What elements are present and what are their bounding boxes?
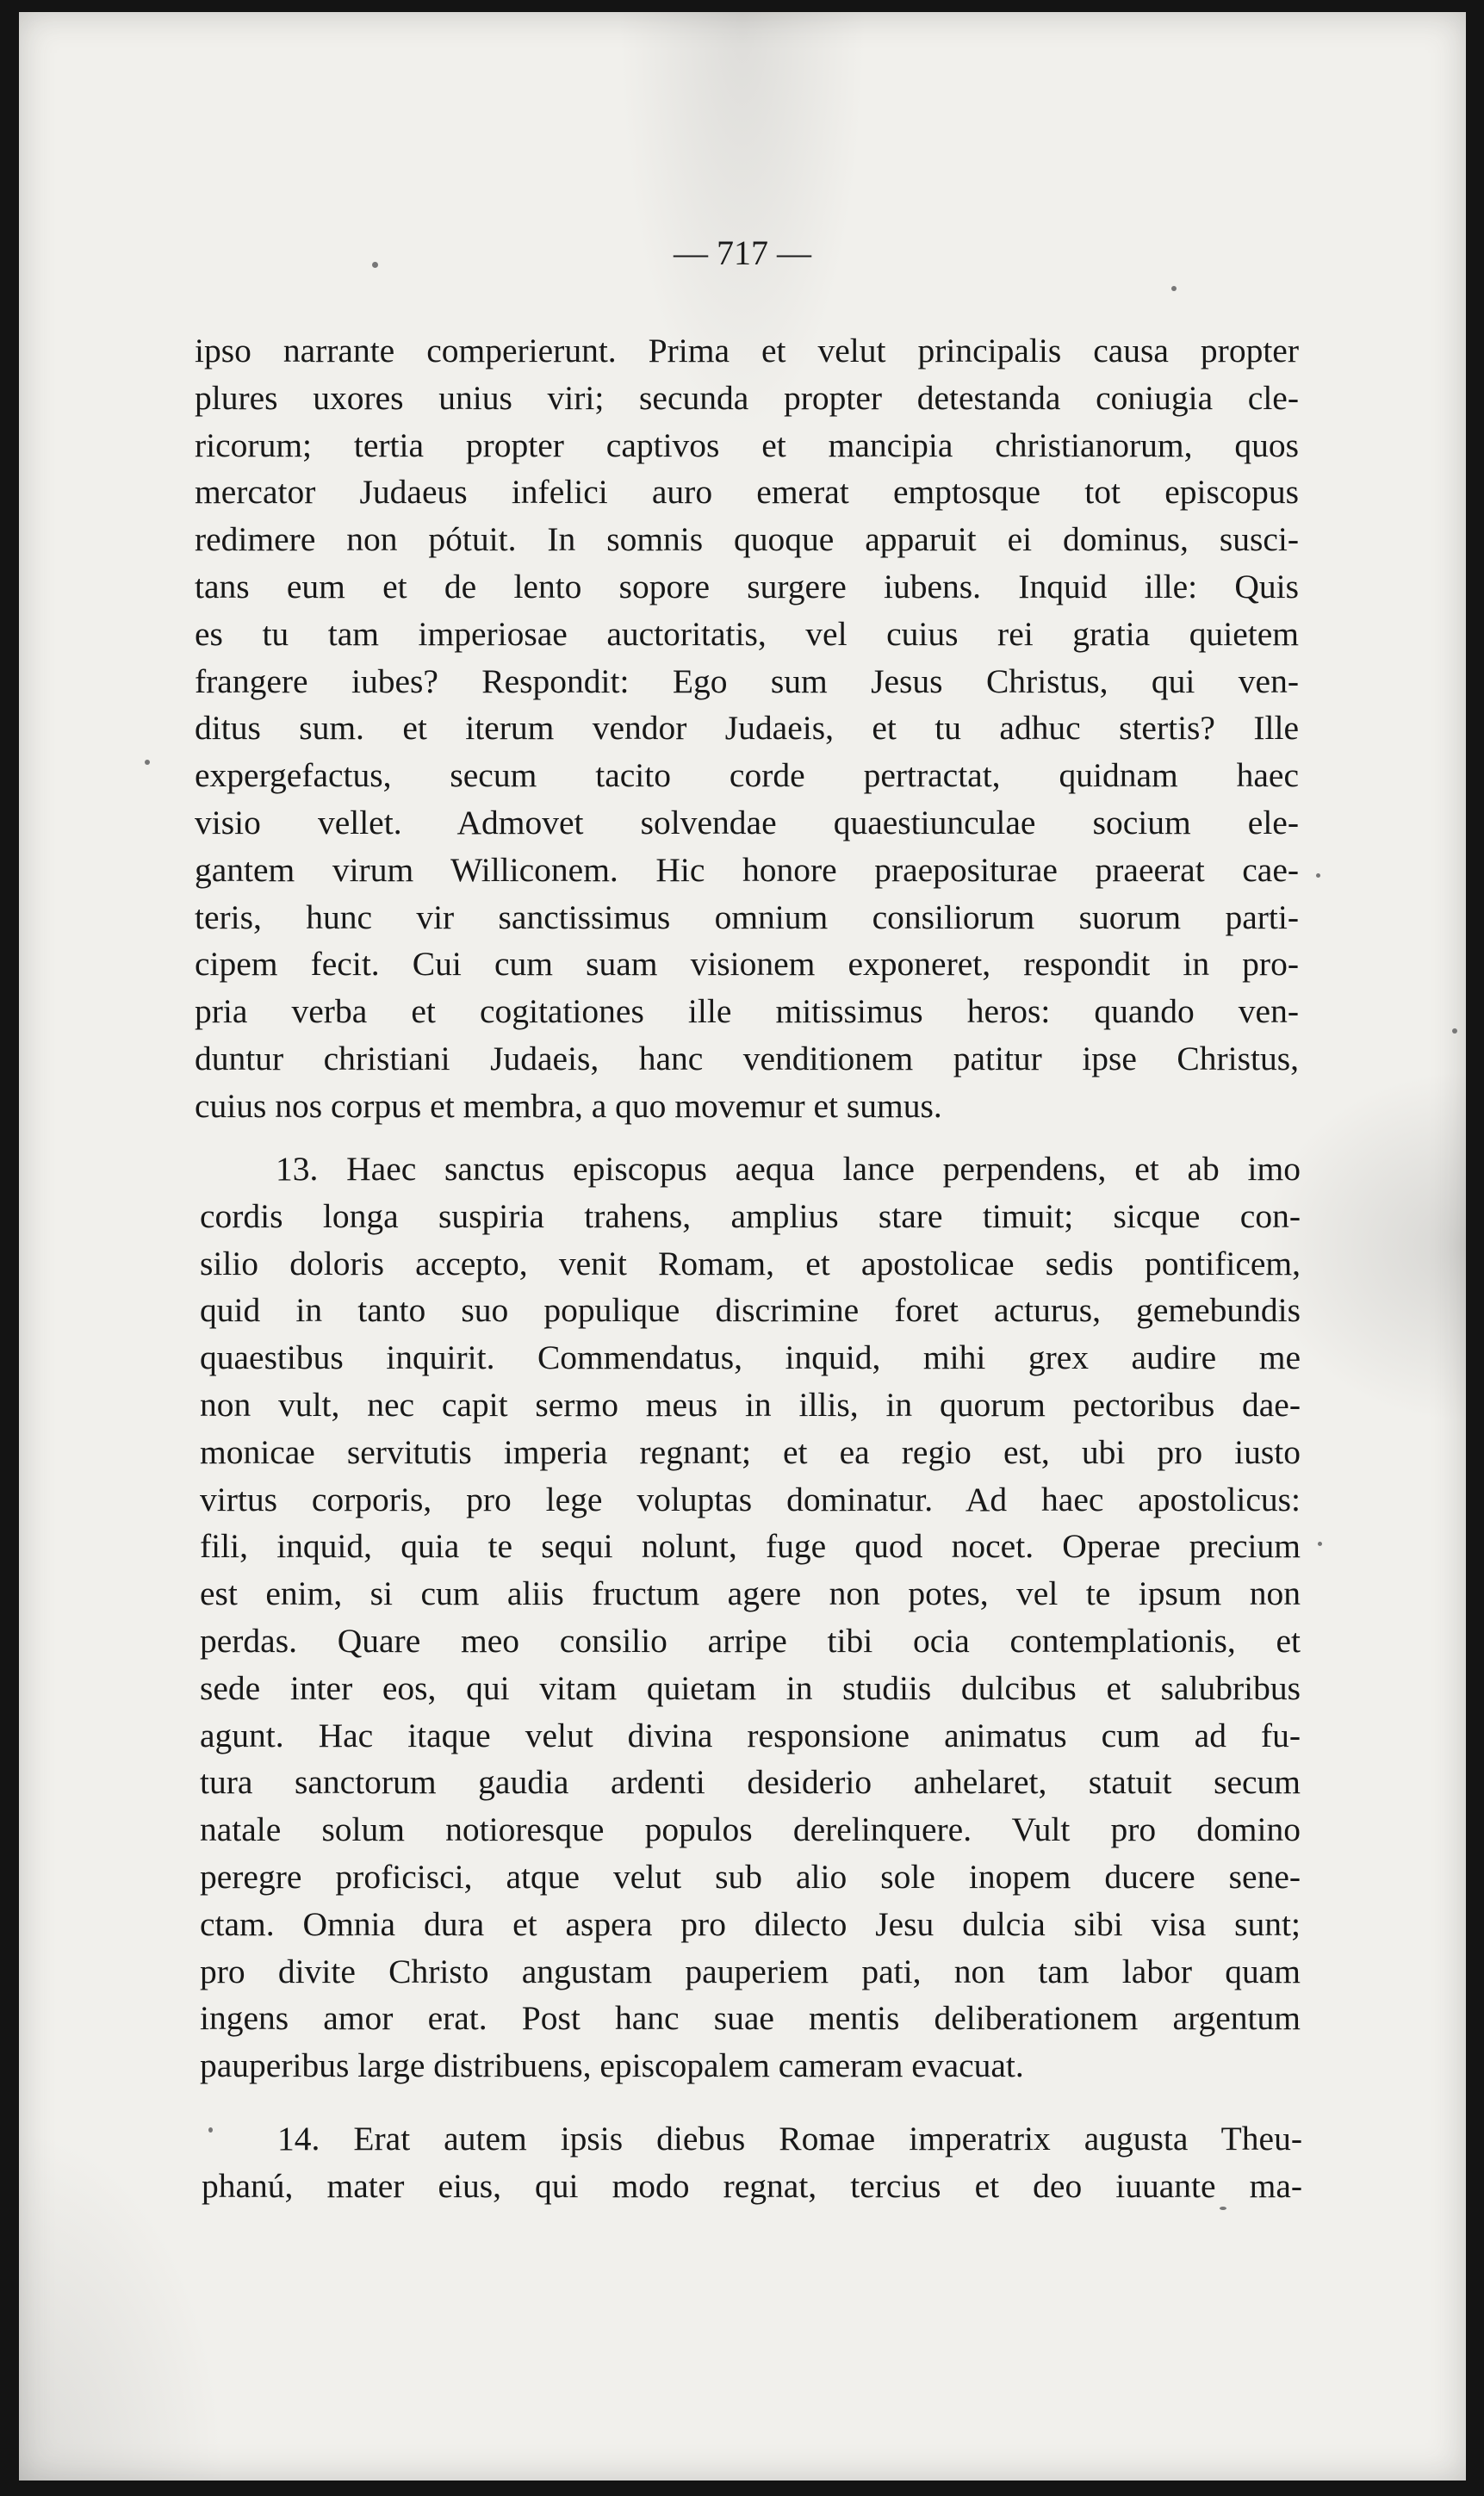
text-line: duntur christiani Judaeis, hanc venditionem patitur ipse Christus,: [195, 1039, 1299, 1077]
text-line: mercator Judaeus infelici auro emerat emptosque tot episcopus: [195, 473, 1299, 512]
text-line: tans eum et de lento sopore surgere iubens. Inquid ille: Quis: [195, 567, 1299, 605]
page-number: — 717 —: [674, 233, 811, 272]
text-line: cuius nos corpus et membra, a quo movemur et sumus.: [195, 1086, 942, 1125]
text-line: plures uxores unius viri; secunda propter detestanda coniugia cle-: [195, 378, 1299, 417]
text-line: ricorum; tertia propter captivos et mancipia christianorum, quos: [195, 425, 1299, 464]
scan-speck: [1452, 1028, 1457, 1034]
text-line: ipso narrante comperierunt. Prima et velut principalis causa propter: [195, 332, 1299, 369]
text-line: cordis longa suspiria trahens, amplius stare timuit; sicque con-: [200, 1196, 1301, 1235]
text-line: fili, inquid, quia te sequi nolunt, fuge quod nocet. Operae precium: [200, 1527, 1301, 1566]
text-line: ctam. Omnia dura et aspera pro dilecto Jesu dulcia sibi visa sunt;: [200, 1904, 1301, 1943]
text-line: 13. Haec sanctus episcopus aequa lance perpendens, et ab imo: [276, 1150, 1301, 1188]
text-line: silio doloris accepto, venit Romam, et apostolicae sedis pontificem,: [200, 1244, 1301, 1282]
text-line: est enim, si cum aliis fructum agere non potes, vel te ipsum non: [200, 1574, 1301, 1613]
text-line: cipem fecit. Cui cum suam visionem exponeret, respondit in pro-: [195, 945, 1299, 984]
text-line: expergefactus, secum tacito corde pertractat, quidnam haec: [195, 756, 1299, 795]
scan-speck: [1171, 286, 1177, 291]
paragraph-14: [202, 2115, 1302, 2210]
scan-speck: [1318, 1542, 1322, 1546]
text-line: tura sanctorum gaudia ardenti desiderio anhelaret, statuit secum: [200, 1763, 1301, 1802]
scan-speck: [1316, 873, 1320, 878]
paragraph-intro: [195, 327, 1299, 1130]
scan-speck: [145, 760, 150, 765]
text-line: pria verba et cogitationes ille mitissimus heros: quando ven-: [195, 992, 1299, 1031]
book-page: [19, 12, 1466, 2480]
text-line: monicae servitutis imperia regnant; et ea regio est, ubi pro iusto: [200, 1432, 1301, 1471]
text-line: redimere non pótuit. In somnis quoque apparuit ei dominus, susci-: [195, 520, 1299, 559]
text-line: phanú, mater eius, qui modo regnat, tercius et deo iuuante ma-: [202, 2166, 1302, 2205]
text-line: perdas. Quare meo consilio arripe tibi ocia contemplationis, et: [200, 1621, 1301, 1660]
text-line: es tu tam imperiosae auctoritatis, vel cuius rei gratia quietem: [195, 614, 1299, 653]
text-line: teris, hunc vir sanctissimus omnium consiliorum suorum parti-: [195, 897, 1299, 936]
text-line: gantem virum Williconem. Hic honore praepositurae praeerat cae-: [195, 850, 1299, 889]
text-line: agunt. Hac itaque velut divina responsione animatus cum ad fu-: [200, 1716, 1301, 1754]
text-line: peregre proficisci, atque velut sub alio sole inopem ducere sene-: [200, 1857, 1301, 1896]
scan-speck: [208, 2127, 213, 2133]
text-line: natale solum notioresque populos derelinquere. Vult pro domino: [200, 1810, 1301, 1849]
text-line: visio vellet. Admovet solvendae quaestiunculae socium ele-: [195, 803, 1299, 841]
text-line: 14. Erat autem ipsis diebus Romae imperatrix augusta Theu-: [277, 2120, 1302, 2158]
scan-speck: [372, 262, 378, 268]
text-line: frangere iubes? Respondit: Ego sum Jesus Christus, qui ven-: [195, 661, 1299, 700]
text-line: sede inter eos, qui vitam quietam in studiis dulcibus et salubribus: [200, 1668, 1301, 1707]
text-line: pauperibus large distribuens, episcopalem cameram evacuat.: [200, 2046, 1024, 2085]
text-line: virtus corporis, pro lege voluptas dominatur. Ad haec apostolicus:: [200, 1480, 1301, 1518]
scan-speck: [1220, 2207, 1226, 2210]
text-line: ditus sum. et iterum vendor Judaeis, et tu adhuc stertis? Ille: [195, 709, 1299, 748]
paragraph-13: [200, 1146, 1301, 2089]
text-line: ingens amor erat. Post hanc suae mentis deliberationem argentum: [200, 1999, 1301, 2038]
text-line: quid in tanto suo populique discrimine foret acturus, gemebundis: [200, 1291, 1301, 1330]
text-line: quaestibus inquirit. Commendatus, inquid, mihi grex audire me: [200, 1338, 1301, 1377]
text-line: non vult, nec capit sermo meus in illis, in quorum pectoribus dae-: [200, 1385, 1301, 1424]
text-line: pro divite Christo angustam pauperiem pati, non tam labor quam: [200, 1952, 1301, 1990]
